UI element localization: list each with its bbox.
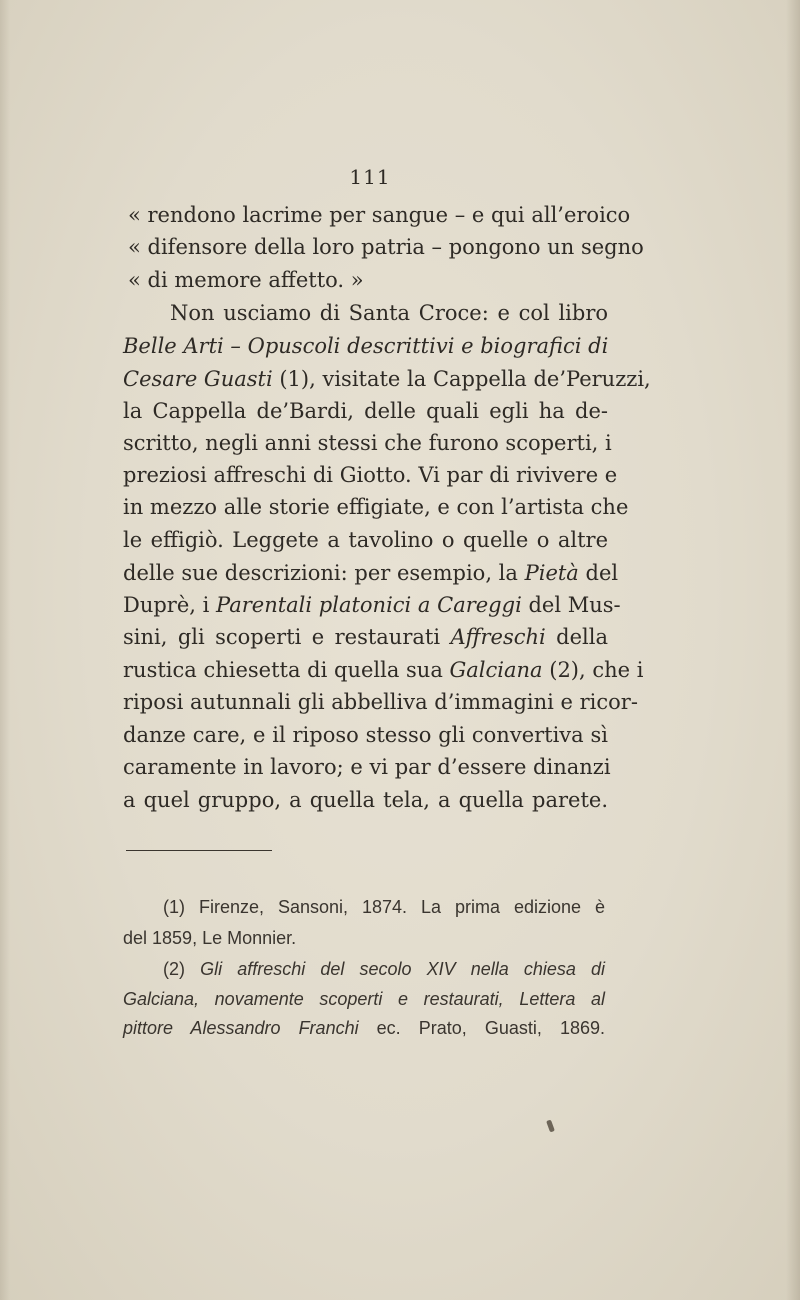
body-line: sini, gli scoperti e restaurati Affreschi della <box>123 625 609 649</box>
body-line: la Cappella de’Bardi, delle quali egli ha de- <box>123 399 608 423</box>
body-line: Non usciamo di Santa Croce: e col libro <box>170 301 608 325</box>
body-line: in mezzo alle storie effigiate, e con l’artista che <box>123 495 629 519</box>
body-line: Cesare Guasti (1), visitate la Cappella de’Peruzzi, <box>123 367 651 391</box>
body-line: le effigiò. Leggete a tavolino o quelle o altre <box>123 528 608 552</box>
body-line: Duprè, i Parentali platonici a Careggi del Mus- <box>123 593 621 617</box>
footnote-line: (2) Gli affreschi del secolo XIV nella chiesa di <box>163 959 606 979</box>
body-line: Belle Arti – Opuscoli descrittivi e biografici di <box>123 334 609 358</box>
body-line: danze care, e il riposo stesso gli convertiva sì <box>123 723 608 747</box>
body-line: a quel gruppo, a quella tela, a quella parete. <box>123 788 608 812</box>
body-line: rustica chiesetta di quella sua Galciana (2), che i <box>123 658 644 682</box>
page-number: 111 <box>349 165 391 189</box>
footnote-line: (1) Firenze, Sansoni, 1874. La prima edizione è <box>163 897 605 917</box>
footnote-line: pittore Alessandro Franchi ec. Prato, Guasti, 1869. <box>123 1018 606 1038</box>
body-line: scritto, negli anni stessi che furono scoperti, i <box>123 431 612 455</box>
footnote-line: Galciana, novamente scoperti e restaurati, Lettera al <box>123 989 605 1009</box>
body-line: « di memore affetto. » <box>128 268 364 292</box>
body-line: « difensore della loro patria – pongono un segno <box>128 235 644 259</box>
page-edge-left <box>0 0 10 1300</box>
footnote-rule <box>126 850 272 851</box>
body-line: « rendono lacrime per sangue – e qui all’eroico <box>128 203 631 227</box>
body-line: preziosi affreschi di Giotto. Vi par di rivivere e <box>123 463 618 487</box>
footnote-line: del 1859, Le Monnier. <box>123 928 297 948</box>
body-line: delle sue descrizioni: per esempio, la Pietà del <box>123 561 619 585</box>
ink-speck <box>546 1120 555 1133</box>
body-line: caramente in lavoro; e vi par d’essere dinanzi <box>123 755 611 779</box>
page-edge-right <box>786 0 800 1300</box>
body-line: riposi autunnali gli abbelliva d’immagini e ricor- <box>123 690 638 714</box>
